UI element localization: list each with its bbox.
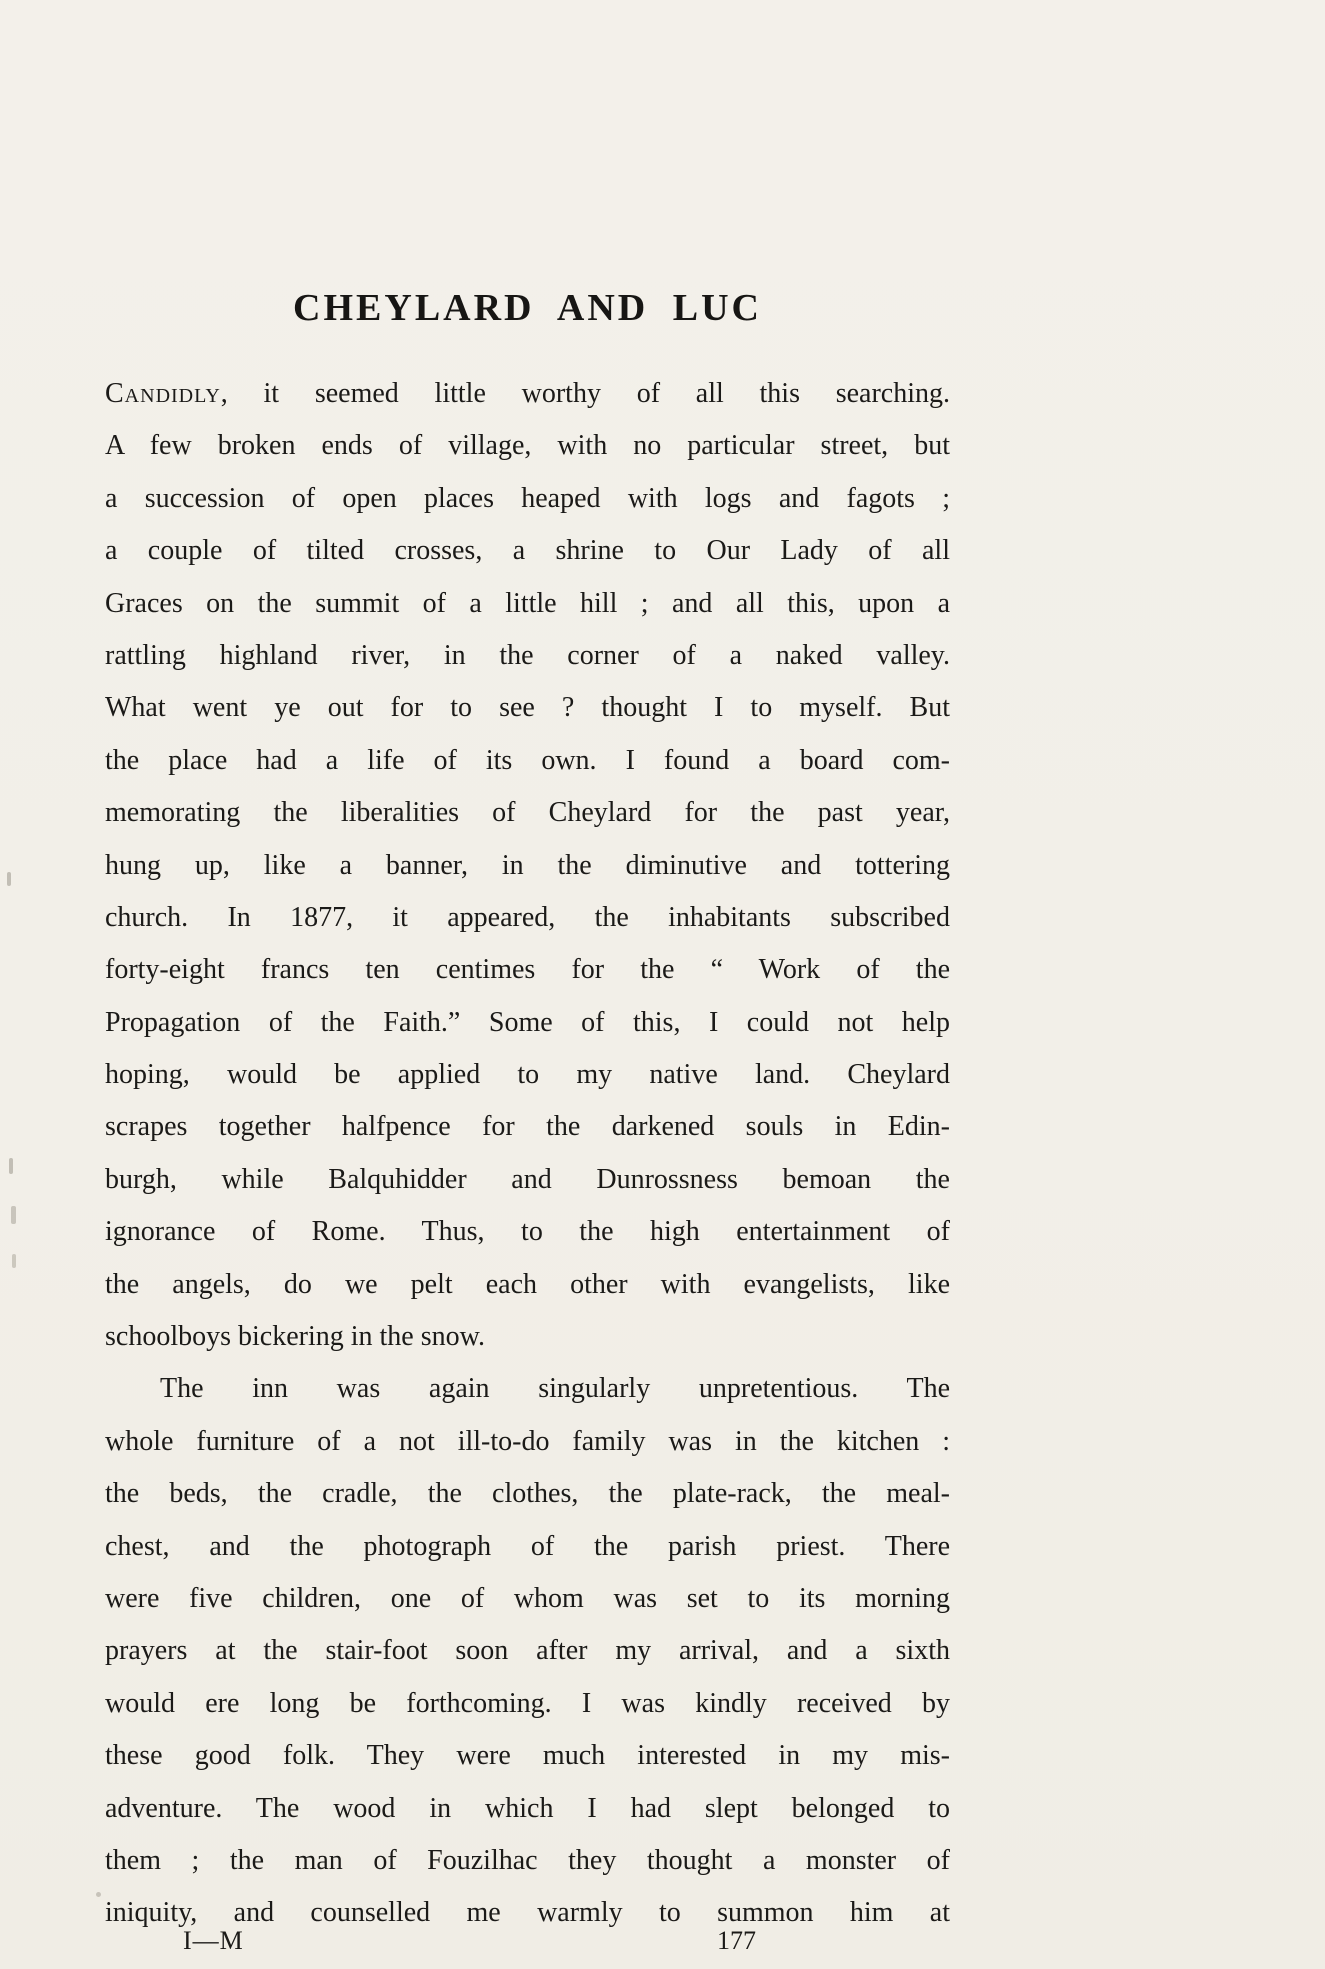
lead-smallcaps-word: Candidly <box>105 378 221 409</box>
scan-artifact <box>12 1254 16 1268</box>
text-line: adventure. The wood in which I had slept belonged to <box>105 1792 950 1824</box>
signature-mark: I—M <box>183 1926 244 1955</box>
text-line: a succession of open places heaped with logs and fagots ; <box>105 482 950 514</box>
text-line: The inn was again singularly unpretentious. The <box>160 1373 950 1405</box>
scan-artifact <box>11 1206 16 1224</box>
text-line: them ; the man of Fouzilhac they thought a monster of <box>105 1844 950 1876</box>
chapter-title: CHEYLARD AND LUC <box>293 287 762 329</box>
text-line: hung up, like a banner, in the diminutive and tottering <box>105 849 950 881</box>
text-line: a couple of tilted crosses, a shrine to Our Lady of all <box>105 535 950 567</box>
text-line: chest, and the photograph of the parish priest. There <box>105 1530 950 1562</box>
text-line: whole furniture of a not ill-to-do family was in the kitchen : <box>105 1425 950 1457</box>
text-line: would ere long be forthcoming. I was kindly received by <box>105 1687 950 1719</box>
text-line: What went ye out for to see ? thought I to myself. But <box>105 692 950 724</box>
paragraph <box>105 1363 950 1939</box>
scan-artifact <box>96 1892 101 1897</box>
page-number: 177 <box>717 1926 756 1955</box>
text-line: prayers at the stair-foot soon after my arrival, and a sixth <box>105 1635 950 1667</box>
text-line: forty-eight francs ten centimes for the “ Work of the <box>105 954 950 986</box>
text-line: the angels, do we pelt each other with evangelists, like <box>105 1268 950 1300</box>
text-line: memorating the liberalities of Cheylard for the past year, <box>105 797 950 829</box>
text-line: A few broken ends of village, with no particular street, but <box>105 430 950 462</box>
text-line: church. In 1877, it appeared, the inhabitants subscribed <box>105 901 950 933</box>
text-line: ignorance of Rome. Thus, to the high entertainment of <box>105 1216 950 1248</box>
text-line: were five children, one of whom was set to its morning <box>105 1582 950 1614</box>
text-line: Propagation of the Faith.” Some of this, I could not help <box>105 1006 950 1038</box>
text-line: burgh, while Balquhidder and Dunrossness bemoan the <box>105 1163 950 1195</box>
text-line: rattling highland river, in the corner of a naked valley. <box>105 639 950 671</box>
text-line: these good folk. They were much interested in my mis- <box>105 1740 950 1772</box>
text-line: Candidly, it seemed little worthy of all this searching. <box>105 378 950 409</box>
text-line: schoolboys bickering in the snow. <box>105 1321 486 1353</box>
page-footer <box>105 1926 950 1966</box>
text-line: iniquity, and counselled me warmly to summon him at <box>105 1897 950 1929</box>
text-line: the beds, the cradle, the clothes, the plate-rack, the meal- <box>105 1478 950 1510</box>
text-line: Graces on the summit of a little hill ; and all this, upon a <box>105 587 950 619</box>
text-line: the place had a life of its own. I found a board com- <box>105 744 950 776</box>
scan-artifact <box>7 872 11 886</box>
text-column <box>105 368 950 1940</box>
paragraph <box>105 368 950 1363</box>
text-line: hoping, would be applied to my native land. Cheylard <box>105 1059 950 1091</box>
scan-artifact <box>9 1158 13 1174</box>
text-line: scrapes together halfpence for the darkened souls in Edin- <box>105 1111 950 1143</box>
